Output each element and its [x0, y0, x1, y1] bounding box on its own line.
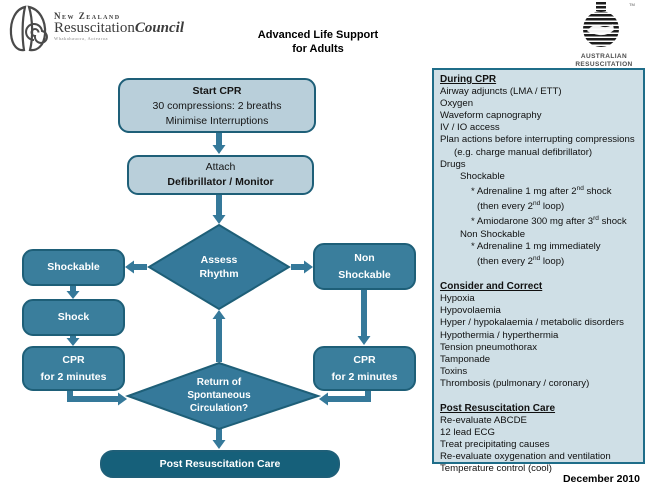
rosc-line1: Return of [196, 377, 242, 388]
panel-line: (e.g. charge manual defibrillator) [454, 146, 593, 158]
arc-logo-line1: AUSTRALIAN [580, 53, 628, 60]
node-shock: Shock [22, 299, 125, 336]
node-post-resuscitation-care: Post Resuscitation Care [100, 450, 340, 478]
cpr-right-line1: CPR [353, 354, 376, 366]
publication-date: December 2010 [562, 473, 640, 485]
text-part: shock [598, 216, 627, 228]
panel-line: Thrombosis (pulmonary / coronary) [440, 377, 590, 389]
panel-line: * Adrenaline 1 mg immediately [471, 240, 601, 252]
panel-line: Drugs [440, 158, 466, 170]
non-shockable-line2: Shockable [338, 269, 391, 281]
panel-line: IV / IO access [440, 122, 500, 134]
page-title-line1: Advanced Life Support [257, 29, 379, 41]
ordinal-sup: rd [593, 215, 599, 223]
panel-line: Shockable [460, 170, 505, 182]
attach-line2: Defibrillator / Monitor [167, 176, 274, 188]
cpr-left-line1: CPR [62, 354, 85, 366]
text-part: * Amiodarone 300 mg after 3 [471, 216, 594, 228]
panel-line: Non Shockable [460, 228, 526, 240]
node-cpr-right [313, 346, 416, 391]
panel-line: Hypovolaemia [440, 305, 501, 317]
nz-logo-resuscitation: Resuscitation [54, 20, 135, 36]
node-cpr-left [22, 346, 125, 391]
rosc-line3: Circulation? [189, 403, 249, 414]
node-shockable: Shockable [22, 249, 125, 286]
attach-line1: Attach [205, 161, 236, 173]
panel-line: Temperature control (cool) [440, 463, 552, 475]
page-title-line2: for Adults [292, 43, 344, 55]
panel-line: Plan actions before interrupting compressions [440, 134, 635, 146]
post-care-title: Post Resuscitation Care [440, 403, 556, 414]
ordinal-sup: nd [533, 200, 541, 208]
panel-line: Airway adjuncts (LMA / ETT) [440, 86, 562, 98]
node-attach-defibrillator [127, 155, 314, 195]
arc-trademark: TM [629, 2, 635, 7]
panel-line: Waveform capnography [440, 110, 542, 122]
nz-logo-line1: New Zealand [54, 11, 121, 21]
panel-line: Treat precipitating causes [440, 439, 550, 451]
node-rosc [154, 376, 284, 415]
node-assess-rhythm [169, 254, 269, 281]
panel-line: Hypoxia [440, 293, 475, 305]
arc-logo-line2: RESUSCITATION [575, 61, 633, 68]
panel-line: Hypothermia / hyperthermia [440, 329, 559, 341]
start-cpr-line3: Minimise Interruptions [165, 115, 269, 127]
rosc-line2: Spontaneous [187, 390, 251, 401]
nz-logo-council: Council [134, 20, 185, 36]
nz-logo-subtext: Whakahauora, Aotearoa [54, 36, 108, 41]
consider-correct-title: Consider and Correct [440, 281, 543, 293]
text-part: (then every 2 [477, 256, 533, 268]
panel-line: Hyper / hypokalaemia / metabolic disorders [440, 317, 624, 329]
panel-line: 12 lead ECG [440, 427, 495, 439]
text-part: shock [583, 186, 612, 198]
text-part: loop) [540, 256, 565, 268]
node-non-shockable [313, 243, 416, 290]
during-cpr-title: During CPR [440, 74, 497, 85]
cpr-left-line2: for 2 minutes [40, 371, 107, 383]
ordinal-sup: nd [576, 184, 584, 192]
panel-line: Re-evaluate ABCDE [440, 415, 527, 427]
text-part: loop) [540, 201, 565, 213]
panel-line: Toxins [440, 365, 468, 377]
text-part: * Adrenaline 1 mg after 2 [471, 186, 577, 198]
panel-line: Re-evaluate oxygenation and ventilation [440, 451, 611, 463]
assess-line2: Rhythm [199, 267, 239, 280]
non-shockable-line1: Non [354, 252, 375, 264]
start-cpr-line2: 30 compressions: 2 breaths [152, 100, 282, 112]
node-start-cpr [118, 78, 316, 133]
panel-line: Tension pneumothorax [440, 341, 538, 353]
panel-line: Tamponade [440, 353, 491, 365]
ordinal-sup: nd [533, 254, 541, 262]
assess-line1: Assess [200, 254, 238, 266]
panel-line: Oxygen [440, 98, 474, 110]
text-part: (then every 2 [477, 201, 533, 213]
start-cpr-title: Start CPR [192, 85, 242, 97]
cpr-right-line2: for 2 minutes [331, 371, 398, 383]
